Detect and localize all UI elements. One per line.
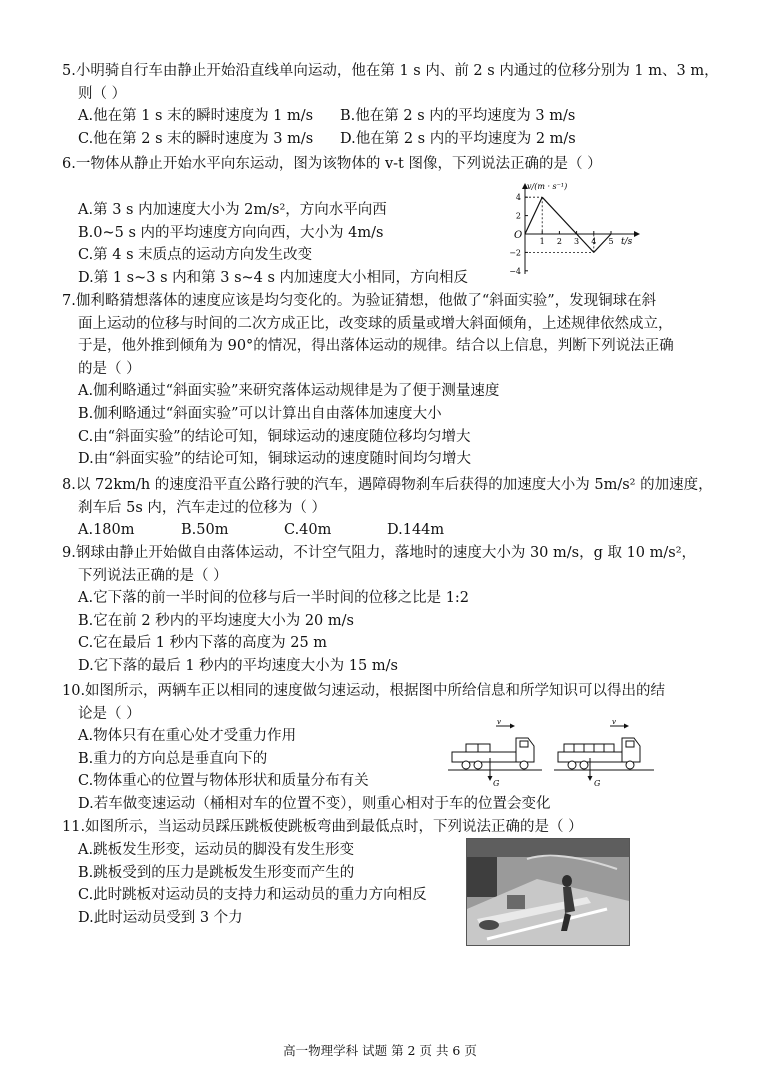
- q6-option-c[interactable]: C.第 4 s 末质点的运动方向发生改变: [78, 247, 313, 264]
- q10-option-d[interactable]: D.若车做变速运动（桶相对车的位置不变），则重心相对于车的位置会变化: [78, 795, 551, 812]
- q7-stem-line4: 的是（ ）: [78, 360, 141, 377]
- q10-option-c[interactable]: C.物体重心的位置与物体形状和质量分布有关: [78, 773, 369, 790]
- graph-y-tick-label: −2: [509, 248, 521, 258]
- q7-option-d[interactable]: D.由“斜面实验”的结论可知，铜球运动的速度随时间均匀增大: [78, 451, 472, 468]
- q9-option-c[interactable]: C.它在最后 1 秒内下落的高度为 25 m: [78, 635, 328, 652]
- q5-option-c[interactable]: C.他在第 2 s 末的瞬时速度为 3 m/s: [78, 130, 314, 147]
- q7-stem-line1: 7.伽利略猜想落体的速度应该是均匀变化的。为验证猜想，他做了“斜面实验”，发现铜球在斜: [62, 293, 657, 309]
- q8-options-row: [62, 519, 712, 542]
- graph-y-label: v/(m · s⁻¹): [527, 182, 568, 191]
- q6-option-b[interactable]: B.0~5 s 内的平均速度方向向西，大小为 4m/s: [78, 224, 384, 241]
- q7-option-c[interactable]: C.由“斜面实验”的结论可知，铜球运动的速度随位移均匀增大: [78, 428, 471, 445]
- q5-option-d[interactable]: D.他在第 2 s 内的平均速度为 2 m/s: [340, 130, 576, 147]
- graph-x-tick-label: 2: [556, 237, 562, 246]
- q11-option-a[interactable]: A.跳板发生形变，运动员的脚没有发生形变: [78, 842, 355, 858]
- graph-y-tick-label: −4: [509, 266, 521, 276]
- q8-option-d[interactable]: D.144m: [387, 522, 445, 539]
- q10-option-b[interactable]: B.重力的方向总是垂直向下的: [78, 750, 268, 767]
- truck-2-gravity-label: G: [594, 779, 601, 788]
- q8-stem-line2: 刹车后 5s 内，汽车走过的位移为（ ）: [78, 499, 326, 516]
- graph-velocity-segment: [539, 197, 597, 252]
- truck-1: [448, 726, 542, 780]
- q8-stem-line1: 8.以 72km/h 的速度沿平直公路行驶的汽车，遇障碍物刹车后获得的加速度大小为 5m/s² 的加速度，: [62, 477, 713, 493]
- q8-option-c[interactable]: C.40m: [284, 522, 332, 539]
- q7-option-a[interactable]: A.伽利略通过“斜面实验”来研究落体运动规律是为了便于测量速度: [78, 383, 500, 400]
- q5-option-a[interactable]: A.他在第 1 s 末的瞬时速度为 1 m/s: [78, 108, 314, 125]
- question-7: [62, 290, 712, 471]
- q9-stem-line2: 下列说法正确的是（ ）: [78, 567, 228, 584]
- q7-stem-line2: 面上运动的位移与时间的二次方成正比，改变球的质量或增大斜面倾角，上述规律依然成立，: [78, 315, 673, 332]
- q6-option-d[interactable]: D.第 1 s~3 s 内和第 3 s~4 s 内加速度大小相同，方向相反: [78, 269, 469, 286]
- q11-option-c[interactable]: C.此时跳板对运动员的支持力和运动员的重力方向相反: [78, 887, 427, 904]
- q8-option-a[interactable]: A.180m: [78, 522, 135, 539]
- q5-options-row1: [62, 105, 712, 128]
- graph-x-tick-label: 1: [539, 237, 545, 246]
- q7-stem-line3: 于是，他外推到倾角为 90°的情况，得出落体运动的规律。结合以上信息，判断下列说法正确: [78, 338, 674, 355]
- graph-y-tick-label: 2: [515, 211, 521, 221]
- q9-option-b[interactable]: B.它在前 2 秒内的平均速度大小为 20 m/s: [78, 612, 354, 629]
- truck-1-gravity-label: G: [493, 779, 500, 788]
- q5-options-row2: [62, 128, 712, 151]
- q10-stem-line2: 论是（ ）: [78, 705, 141, 722]
- graph-origin: O: [514, 230, 523, 241]
- graph-x-tick-label: 5: [608, 237, 614, 246]
- q11-option-b[interactable]: B.跳板受到的压力是跳板发生形变而产生的: [78, 864, 355, 881]
- truck-1-velocity-label: v: [497, 718, 501, 726]
- question-6: [62, 153, 712, 176]
- question-9: [62, 542, 712, 678]
- q5-stem-line1: 5.小明骑自行车由静止开始沿直线单向运动，他在第 1 s 内、前 2 s 内通过的位移分别为 1 m、3 m，: [62, 63, 719, 79]
- q11-options: [62, 839, 462, 929]
- trucks-figure: [448, 716, 660, 788]
- v-t-graph: [503, 178, 643, 278]
- q10-option-a[interactable]: A.物体只有在重心处才受重力作用: [78, 728, 297, 745]
- question-11: [62, 816, 712, 839]
- q11-stem: 11.如图所示，当运动员踩压跳板使跳板弯曲到最低点时，下列说法正确的是（ ）: [62, 819, 583, 835]
- question-5: [62, 60, 719, 150]
- q9-option-a[interactable]: A.它下落的前一半时间的位移与后一半时间的位移之比是 1:2: [78, 590, 470, 607]
- q7-option-b[interactable]: B.伽利略通过“斜面实验”可以计算出自由落体加速度大小: [78, 405, 442, 422]
- graph-x-label: t/s: [621, 237, 633, 247]
- question-8: [62, 474, 712, 542]
- graph-y-tick-label: 4: [515, 193, 521, 203]
- q9-option-d[interactable]: D.它下落的最后 1 秒内的平均速度大小为 15 m/s: [78, 657, 398, 674]
- q6-options: [62, 199, 492, 289]
- graph-x-tick-label: 3: [574, 237, 580, 246]
- truck-2: [554, 726, 654, 780]
- q5-option-b[interactable]: B.他在第 2 s 内的平均速度为 3 m/s: [340, 108, 576, 125]
- q6-stem: 6.一物体从静止开始水平向东运动，图为该物体的 v-t 图像，下列说法正确的是（ ）: [62, 156, 602, 172]
- q11-option-d[interactable]: D.此时运动员受到 3 个力: [78, 909, 243, 926]
- q9-stem-line1: 9.钢球由静止开始做自由落体运动，不计空气阻力，落地时的速度大小为 30 m/s，g 取 10 m/s²，: [62, 545, 697, 561]
- q10-stem-line1: 10.如图所示，两辆车正以相同的速度做匀速运动，根据图中所给信息和所学知识可以得出的结: [62, 683, 666, 699]
- q8-option-b[interactable]: B.50m: [181, 522, 229, 539]
- q6-option-a[interactable]: A.第 3 s 内加速度大小为 2m/s²，方向水平向西: [78, 202, 387, 218]
- q5-stem-line2: 则（ ）: [78, 85, 127, 102]
- page-footer: 高一物理学科 试题 第 2 页 共 6 页: [283, 1043, 477, 1058]
- graph-x-tick-label: 4: [591, 237, 597, 246]
- diving-board-photo: [466, 838, 630, 946]
- truck-2-velocity-label: v: [612, 718, 616, 726]
